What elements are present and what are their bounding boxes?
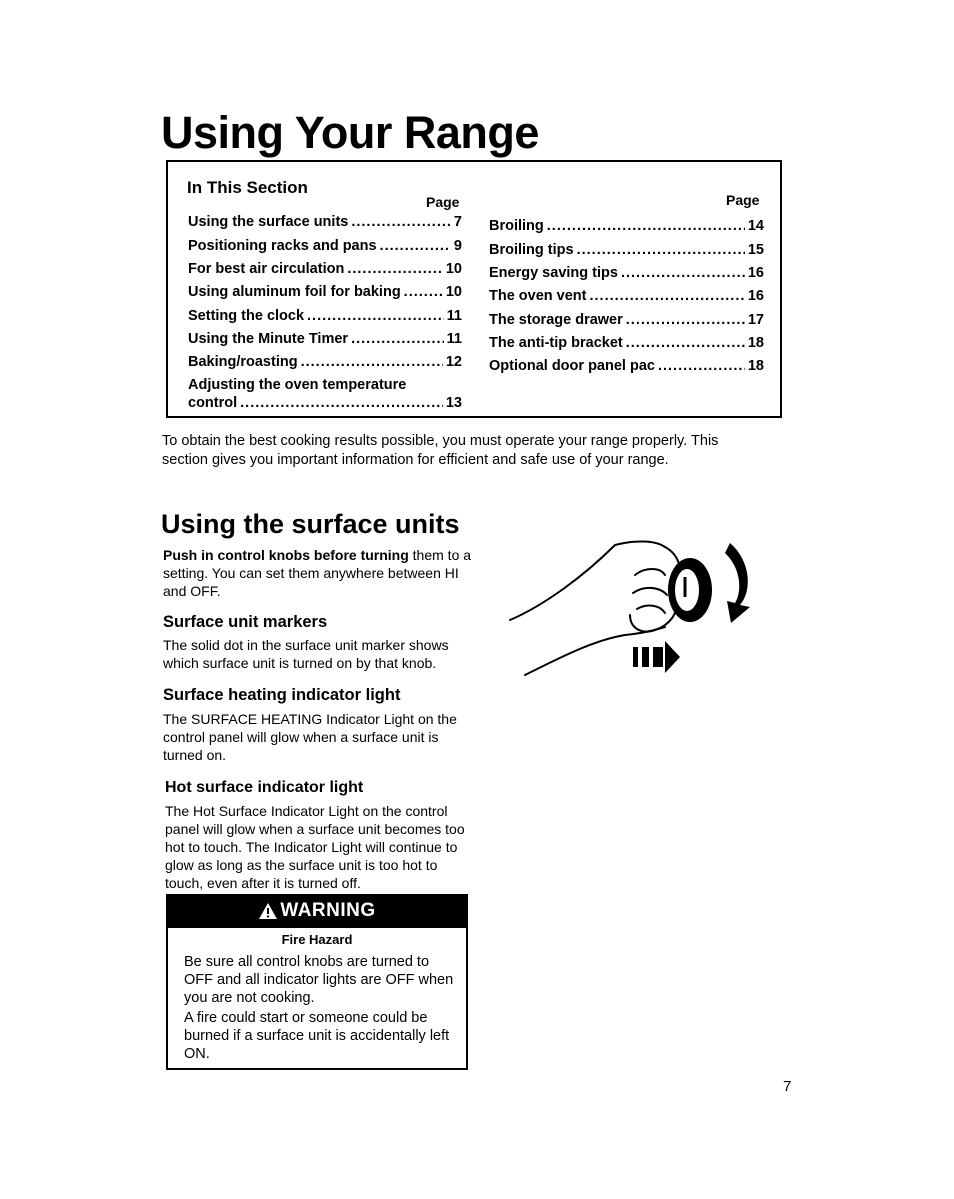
toc-item: For best air circulation ..... 10 (188, 261, 462, 277)
finger-line (633, 588, 667, 595)
push-arrow-icon (633, 641, 680, 673)
toc-item-line1: Adjusting the oven temperature (188, 377, 407, 393)
intro-paragraph: To obtain the best cooking results possible, you must operate your range properly. This section gives you important information for efficient and safe use of your range. (162, 433, 719, 468)
finger-line (635, 569, 665, 575)
warning-title: WARNING (280, 900, 376, 921)
push-bold: Push in control knobs before turning (163, 547, 409, 563)
heating-paragraph: The SURFACE HEATING Indicator Light on the control panel will glow when a surface unit is turned on. (163, 711, 457, 763)
heating-heading: Surface heating indicator light (163, 686, 401, 704)
hot-heading: Hot surface indicator light (165, 779, 364, 796)
warning-paragraph-1: Be sure all control knobs are turned to OFF and all indicator lights are OFF when you are not cooking. (184, 954, 454, 1006)
toc-item: Baking/roasting ..... 12 (188, 354, 462, 370)
markers-heading: Surface unit markers (163, 613, 328, 631)
toc-item: Energy saving tips ..... 16 (489, 265, 764, 281)
warning-banner (166, 894, 468, 928)
toc-item: The oven vent ..... 16 (489, 288, 764, 304)
push-paragraph (163, 546, 478, 600)
toc-item: control ..... 13 (188, 395, 462, 411)
toc-item: The storage drawer ..... 17 (489, 312, 764, 328)
toc-item: The anti-tip bracket ..... 18 (489, 335, 764, 351)
toc-page-label-left: Page (426, 194, 460, 210)
toc-item: Positioning racks and pans ..... 9 (188, 238, 462, 254)
warning-paragraph-2: A fire could start or someone could be burned if a surface unit is accidentally left ON. (184, 1010, 450, 1062)
warning-subtitle: Fire Hazard (281, 932, 353, 947)
push-rest: them to a setting. You can set them anywhere between HI and OFF. (163, 547, 472, 599)
arm-upper-line (510, 541, 665, 620)
hot-paragraph: The Hot Surface Indicator Light on the control panel will glow when a surface unit becomes too hot to touch. The Indicator Light will continue to glow as long as the surface unit is too hot to touch, even after it is turned off. (165, 803, 465, 891)
toc-item: Using aluminum foil for baking ..... 10 (188, 284, 462, 300)
toc-item: Broiling tips ..... 15 (489, 242, 764, 258)
toc-item: Broiling ..... 14 (489, 218, 764, 234)
toc-item: Using the surface units ..... 7 (188, 214, 462, 230)
toc-item: Optional door panel pac ..... 18 (489, 358, 764, 374)
markers-paragraph: The solid dot in the surface unit marker shows which surface unit is turned on by that knob. (163, 637, 449, 671)
toc-heading: In This Section (187, 178, 308, 197)
rotate-arrow-icon (725, 543, 750, 623)
finger-line (637, 606, 665, 613)
page-number: 7 (783, 1078, 792, 1095)
toc-item: Using the Minute Timer ..... 11 (188, 331, 462, 347)
warning-triangle-icon (258, 902, 278, 920)
section-title: Using the surface units (161, 509, 460, 539)
knob-illustration (505, 535, 765, 685)
toc-item: Setting the clock ..... 11 (188, 308, 462, 324)
toc-page-label-right: Page (726, 192, 760, 208)
page-title: Using Your Range (161, 107, 539, 158)
